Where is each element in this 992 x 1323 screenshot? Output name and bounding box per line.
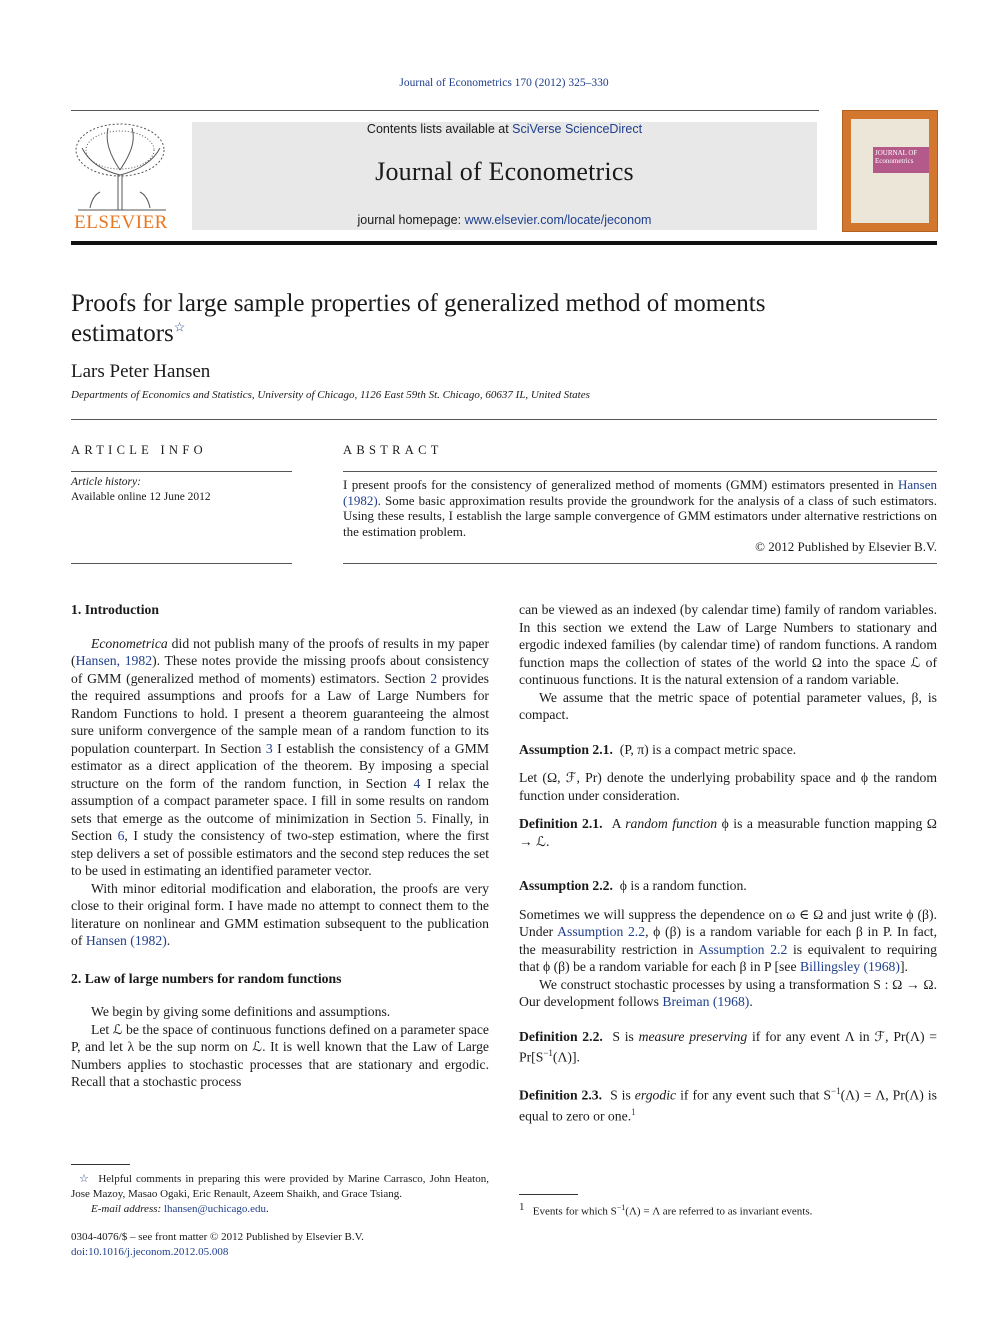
- article-info-rule-top: [71, 471, 292, 472]
- email-end: .: [266, 1203, 269, 1215]
- abstract-ref-hansen[interactable]: Hansen (1982): [343, 477, 937, 508]
- cover-title: JOURNAL OF Econometrics: [873, 147, 929, 173]
- ref-hansen-1982[interactable]: Hansen, 1982: [75, 653, 153, 668]
- abstract-part2: . Some basic approximation results provide the groundwork for the analysis of a class of such estimators. Using these results, I establish the large sample convergence of GMM estimators under alternative restrictions on the estimation problem.: [343, 492, 937, 539]
- right-paragraph-3: Let (Ω, ℱ, Pr) denote the underlying probability space and ϕ the random function under consideration.: [519, 770, 937, 803]
- abstract-rule-top: [343, 471, 937, 472]
- definition-2-3-b: if for any event such that S: [676, 1087, 831, 1103]
- ref-hansen-1982-b[interactable]: Hansen (1982): [85, 933, 167, 948]
- issn-line: 0304-4076/$ – see front matter © 2012 Published by Elsevier B.V.: [71, 1231, 364, 1243]
- right-p4-a: Sometimes we will suppress the dependence on ω ∈ Ω and just write ϕ (β). Under: [519, 906, 937, 939]
- article-info-rule-bottom: [71, 563, 292, 564]
- footnote-1-number: 1: [519, 1201, 525, 1213]
- email-label: E-mail address:: [91, 1203, 162, 1215]
- right-paragraph-5: [519, 976, 937, 1011]
- section-1-title: 1. Introduction: [71, 602, 159, 617]
- intro-p2-a: With minor editorial modification and elaboration, the proofs are very close to their original form. I have made no attempt to connect them to the literature on nonlinear and GMM estimation subsequent to the publication of: [71, 880, 489, 948]
- ref-assumption-2-2-b[interactable]: Assumption 2.2: [698, 941, 788, 957]
- footnote-rule-right: [519, 1194, 578, 1195]
- body-left-column: [71, 601, 489, 1091]
- right-paragraph-1: can be viewed as an indexed (by calendar time) family of random variables. In this section we extend the Law of Large Numbers to stationary and ergodic indexed families (by calendar time) of random functions. A random function maps the collection of states of the world Ω into the space ℒ of continuous functions. It is the natural extension of a random variable.: [519, 602, 937, 687]
- intro-p1-b: ). These notes provide the missing proofs about consistency of GMM (generalized method of moments) estimators. Section: [71, 653, 489, 686]
- intro-p1-d: I establish the consistency of a GMM estimator as a direct application of the theorem. By imposing a special structure on the form of the random function, in Section: [71, 740, 489, 791]
- assumption-2-2: [519, 877, 937, 895]
- abstract-rule-bottom: [343, 563, 937, 564]
- assumption-2-1-label: Assumption 2.1.: [519, 741, 613, 757]
- footnote-email: [71, 1202, 489, 1217]
- definition-2-3-a: S is: [610, 1087, 635, 1103]
- section-2-title: 2. Law of large numbers for random functions: [71, 970, 342, 986]
- title-rule: [71, 419, 937, 420]
- contents-prefix: Contents lists available at: [366, 122, 513, 136]
- homepage-prefix: journal homepage:: [357, 213, 465, 227]
- assumption-2-2-label: Assumption 2.2.: [519, 878, 613, 893]
- definition-2-2-sup: −1: [543, 1048, 553, 1058]
- footnote-1-a: Events for which S: [532, 1205, 617, 1218]
- contents-line: [192, 122, 817, 136]
- definition-2-3: [519, 1083, 937, 1125]
- journal-cover-image: [842, 110, 938, 232]
- footnote-1-mark[interactable]: 1: [631, 1107, 636, 1118]
- right-p4-d: ].: [899, 959, 908, 974]
- paper-title: [71, 289, 831, 349]
- ref-assumption-2-2[interactable]: Assumption 2.2: [557, 924, 646, 939]
- definition-2-2-a: S is: [612, 1028, 639, 1044]
- ref-billingsley-1968[interactable]: Billingsley (1968): [799, 959, 900, 974]
- definition-2-2-b: if for any event Λ in ℱ, Pr(Λ) = Pr[S: [519, 1028, 938, 1065]
- definition-2-1-label: Definition 2.1.: [519, 816, 603, 831]
- title-footnote-mark[interactable]: ☆: [173, 319, 186, 335]
- ref-section-6[interactable]: 6: [117, 828, 125, 843]
- econometrica-name: Econometrica: [91, 635, 168, 651]
- footnote-star-mark: ☆: [79, 1173, 91, 1185]
- footnote-star-body: Helpful comments in preparing this were provided by Marine Carrasco, John Heaton, Jose Mazoy, Masao Ogaki, Eric Renault, Azeem Shaikh, and Grace Tsiang.: [71, 1173, 489, 1200]
- ref-section-4[interactable]: 4: [413, 775, 421, 791]
- intro-p1-c: provides the required assumptions and proofs for a Law of Large Numbers for Random Functions to hold. I present a theorem guaranteeing the almost sure uniform convergence of the sample mean of a random function to its population counterpart. In Section: [71, 670, 490, 756]
- assumption-2-2-text: ϕ is a random function.: [619, 878, 747, 893]
- definition-2-2-c: (Λ)].: [552, 1049, 580, 1065]
- intro-p2-b: .: [166, 933, 171, 948]
- definition-2-3-term: ergodic: [634, 1087, 677, 1103]
- definition-2-1-a: A: [611, 816, 626, 831]
- footnote-star-text: [71, 1172, 489, 1202]
- cover-page: [851, 119, 929, 223]
- footnote-1: [519, 1200, 937, 1220]
- definition-2-3-c: (Λ) = Λ, Pr(Λ) is equal to zero or one.: [519, 1087, 937, 1124]
- paper-title-text: Proofs for large sample properties of generalized method of moments estimators: [71, 290, 766, 347]
- definition-2-3-sup: −1: [831, 1086, 841, 1097]
- footnote-1-sup: −1: [616, 1203, 626, 1212]
- elsevier-wordmark: ELSEVIER: [74, 212, 168, 233]
- intro-p1-g: , I study the consistency of two-step estimation, where the first step delivers a set of possible estimators and the second step reduces the set to be used in estimating an identified parameter vector.: [71, 828, 489, 878]
- header-rule: [71, 110, 819, 111]
- section-2-paragraph-1: We begin by giving some definitions and assumptions.: [91, 1004, 391, 1019]
- abstract-heading: ABSTRACT: [343, 443, 443, 457]
- header-thick-rule: [71, 241, 937, 245]
- right-p5-b: .: [749, 994, 753, 1009]
- assumption-2-1: [519, 741, 937, 759]
- author-affiliation: Departments of Economics and Statistics, University of Chicago, 1126 East 59th St. Chicago, 60637 IL, United States: [71, 389, 590, 401]
- body-right-column: [519, 601, 937, 1125]
- definition-2-2: [519, 1028, 937, 1067]
- ref-breiman-1968[interactable]: Breiman (1968): [662, 994, 750, 1009]
- abstract-copyright: © 2012 Published by Elsevier B.V.: [755, 539, 937, 554]
- intro-p1-f: . Finally, in Section: [71, 810, 490, 843]
- email-link[interactable]: lhansen@uchicago.edu: [163, 1203, 266, 1215]
- assumption-2-1-text: (P, π) is a compact metric space.: [619, 741, 797, 757]
- definition-2-2-label: Definition 2.2.: [519, 1028, 603, 1044]
- footnote-rule-left: [71, 1164, 130, 1165]
- journal-reference[interactable]: Journal of Econometrics 170 (2012) 325–330: [399, 77, 609, 89]
- issn-block: [71, 1230, 364, 1260]
- abstract-part1: I present proofs for the consistency of generalized method of moments (GMM) estimators presented in: [343, 477, 898, 492]
- homepage-link[interactable]: www.elsevier.com/locate/jeconom: [464, 213, 652, 227]
- definition-2-1-b: ϕ is a measurable function mapping Ω → ℒ.: [519, 816, 937, 849]
- article-info-heading: ARTICLE INFO: [71, 443, 207, 457]
- right-paragraph-4: [519, 906, 937, 976]
- definition-2-3-label: Definition 2.3.: [519, 1087, 603, 1103]
- ref-section-2[interactable]: 2: [430, 670, 438, 686]
- homepage-line: [192, 213, 817, 227]
- abstract-text: [343, 477, 937, 539]
- intro-p1-a: did not publish many of the proofs of results in my paper (: [71, 635, 489, 668]
- journal-title: Journal of Econometrics: [375, 157, 634, 186]
- ref-section-3[interactable]: 3: [265, 740, 273, 756]
- definition-2-1: [519, 815, 937, 850]
- definition-2-1-term: random function: [625, 816, 718, 831]
- right-p5-a: We construct stochastic processes by using a transformation S : Ω → Ω. Our development follows: [519, 976, 937, 1009]
- right-p4-c: is equivalent to requiring that ϕ (β) be a random variable for each β in P [see: [519, 941, 937, 974]
- intro-paragraph-2: [71, 880, 489, 950]
- doi-link[interactable]: doi:10.1016/j.jeconom.2012.05.008: [71, 1246, 229, 1258]
- intro-paragraph-1: [71, 635, 489, 880]
- ref-section-5[interactable]: 5: [416, 810, 424, 826]
- article-history-label: Article history:: [71, 476, 141, 488]
- intro-p1-e: I relax the assumption of a compact parameter space. I fill in some results on random sets that emerge as the outcome of minimization in Section: [71, 775, 489, 826]
- footnote-1-b: (Λ) = Λ are referred to as invariant events.: [625, 1205, 813, 1218]
- footnote-star: [71, 1172, 489, 1217]
- definition-2-2-term: measure preserving: [638, 1028, 748, 1044]
- author-name: Lars Peter Hansen: [71, 361, 211, 382]
- article-history-value: Available online 12 June 2012: [71, 491, 211, 503]
- right-p4-b: , ϕ (β) is a random variable for each β in P. In fact, the measurability restriction in: [519, 924, 938, 957]
- right-paragraph-2: We assume that the metric space of potential parameter values, β, is compact.: [519, 689, 937, 722]
- section-2-paragraph-2: Let ℒ be the space of continuous functions defined on a parameter space P, and let λ be the sup norm on ℒ. It is well known that the Law of Large Numbers applies to stochastic processes that are stationary and ergodic. Recall that a stochastic process: [71, 1021, 489, 1089]
- sciencedirect-link[interactable]: SciVerse ScienceDirect: [512, 122, 643, 136]
